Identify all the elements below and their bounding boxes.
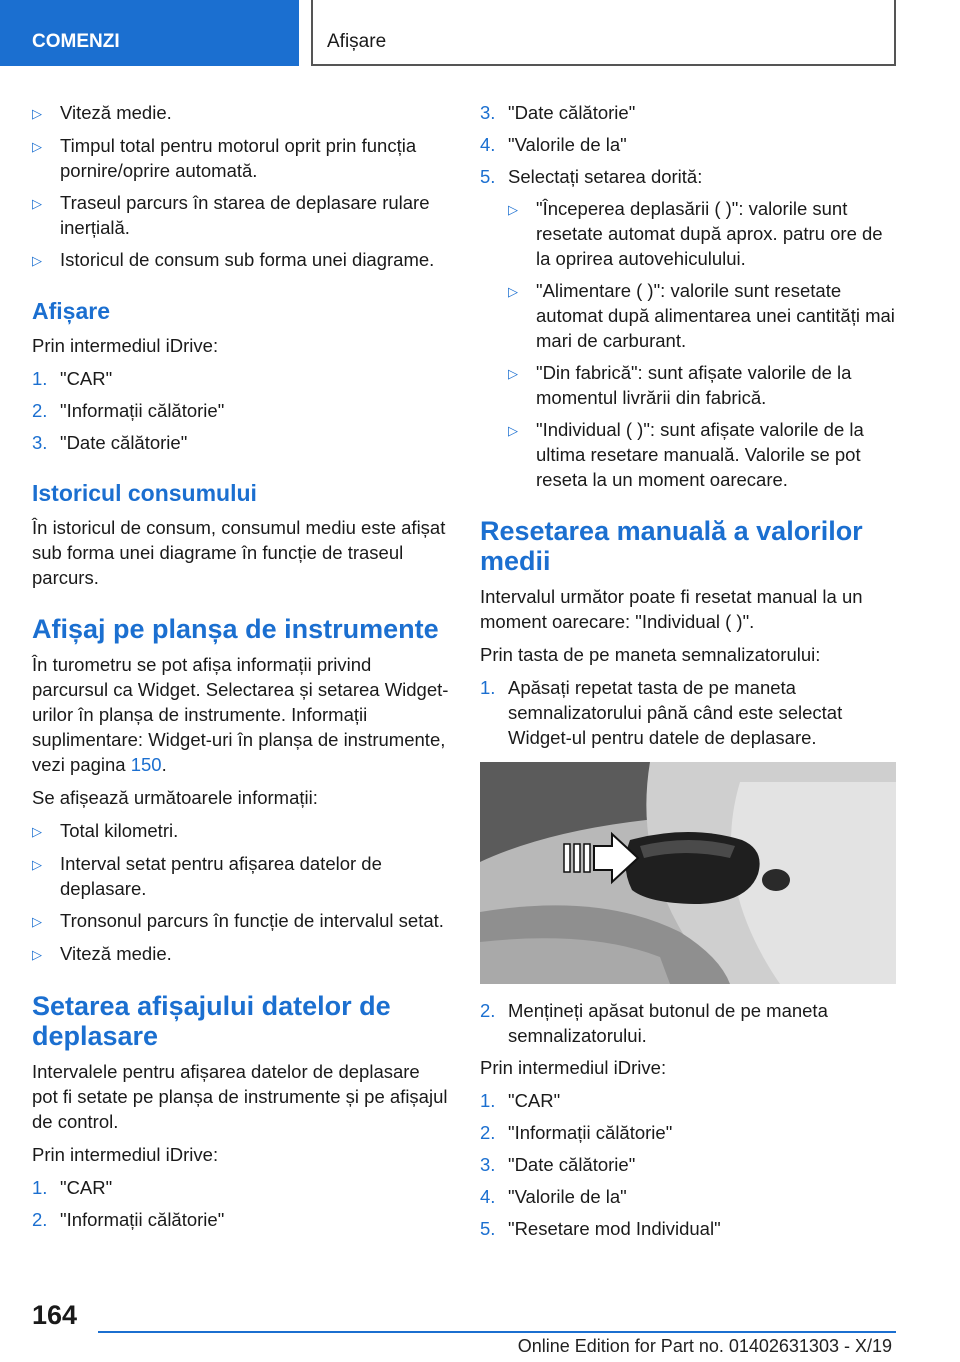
list-item: ▷ "Alimentare ( )": valorile sunt resetate automat după alimentarea unei cantități mai mari de carburant.: [508, 280, 895, 351]
list-item: ▷ Traseul parcurs în starea de deplasare rulare inerțială.: [32, 192, 430, 238]
triangle-bullet-icon: ▷: [508, 366, 518, 381]
step-item: 1. Apăsați repetat tasta de pe maneta semnalizatorului până când este selectat Widget-ul pentru datele de deplasare.: [480, 677, 843, 748]
paragraph: Prin intermediul iDrive:: [32, 335, 219, 356]
heading-istoric: Istoricul consumului: [32, 480, 257, 506]
triangle-bullet-icon: ▷: [32, 196, 42, 211]
list-item: ▷ "Începerea deplasării ( )": valorile sunt resetate automat după aprox. patru ore de la oprirea autovehiculului.: [508, 198, 883, 269]
turn-signal-stalk-illustration: [480, 762, 896, 984]
step-item: 2. "Informații călătorie": [480, 1122, 673, 1143]
topic-tab: Afișare: [311, 0, 896, 66]
triangle-bullet-icon: ▷: [508, 423, 518, 438]
page-link[interactable]: 150: [130, 754, 162, 775]
triangle-bullet-icon: ▷: [32, 106, 42, 121]
triangle-bullet-icon: ▷: [32, 824, 42, 839]
triangle-bullet-icon: ▷: [32, 947, 42, 962]
edition-note: Online Edition for Part no. 01402631303 - X/19: [517, 1336, 892, 1356]
footer-divider: [98, 1331, 896, 1333]
heading-plansa: Afișaj pe planșa de instrumente: [32, 614, 439, 644]
triangle-bullet-icon: ▷: [32, 253, 42, 268]
triangle-bullet-icon: ▷: [32, 139, 42, 154]
triangle-bullet-icon: ▷: [32, 914, 42, 929]
list-item: ▷ Timpul total pentru motorul oprit prin funcția pornire/oprire automată.: [32, 135, 417, 181]
step-item: 2. Mențineți apăsat butonul de pe maneta semnalizatorului.: [480, 1000, 828, 1046]
step-item: 5. "Resetare mod Individual": [480, 1218, 721, 1239]
page-number: 164: [32, 1300, 78, 1330]
step-item: 3. "Date călătorie": [480, 1154, 636, 1175]
step-item: 2. "Informații călătorie": [32, 400, 225, 421]
heading-reset: Resetarea manuală a valorilor medii: [480, 516, 863, 576]
list-item: ▷ Tronsonul parcurs în funcție de intervalul setat.: [32, 908, 450, 934]
list-item: ▷ "Individual ( )": sunt afișate valorile de la ultima resetare manuală. Valorile se pot reseta la un moment oarecare.: [508, 419, 864, 490]
paragraph: Prin intermediul iDrive:: [480, 1057, 667, 1078]
stalk-drawing: [480, 762, 896, 984]
paragraph: În istoricul de consum, consumul mediu este afișat sub forma unei diagrame în funcție de traseul parcurs.: [32, 517, 446, 588]
list-item: ▷ Viteză medie.: [32, 941, 450, 967]
paragraph: Intervalele pentru afișarea datelor de deplasare pot fi setate pe planșa de instrumente și pe afișajul de control.: [32, 1061, 448, 1132]
left-column: [32, 100, 450, 1239]
paragraph: Prin intermediul iDrive:: [32, 1144, 219, 1165]
step-item: 5. Selectați setarea dorită:: [480, 166, 703, 187]
list-item: ▷ Istoricul de consum sub forma unei diagrame.: [32, 247, 450, 273]
heading-afisare: Afișare: [32, 298, 110, 324]
step-item: 1. "CAR": [480, 1090, 561, 1111]
triangle-bullet-icon: ▷: [508, 202, 518, 217]
step-item: 1. "CAR": [32, 368, 113, 389]
step-item: 3. "Date călătorie": [480, 102, 636, 123]
paragraph: În turometru se pot afișa informații privind parcursul ca Widget. Selectarea și setarea Widget-urilor în planșa de instrumente. Informații suplimentare: Widget-uri în planșa de instrumente, vezi pagina 150.: [32, 654, 449, 775]
step-item: 2. "Informații călătorie": [32, 1209, 225, 1230]
list-item: ▷ Total kilometri.: [32, 818, 450, 844]
paragraph: Prin tasta de pe maneta semnalizatorului:: [480, 644, 821, 665]
triangle-bullet-icon: ▷: [508, 284, 518, 299]
heading-setare: Setarea afișajului datelor de deplasare: [32, 991, 391, 1051]
step-item: 3. "Date călătorie": [32, 432, 188, 453]
step-item: 1. "CAR": [32, 1177, 113, 1198]
paragraph: Se afișează următoarele informații:: [32, 787, 318, 808]
section-tab: COMENZI: [0, 0, 299, 66]
step-item: 4. "Valorile de la": [480, 134, 627, 155]
list-item: ▷ Viteză medie.: [32, 100, 450, 126]
step-item: 4. "Valorile de la": [480, 1186, 627, 1207]
right-column: [480, 100, 898, 1248]
list-item: ▷ Interval setat pentru afișarea datelor de deplasare.: [32, 853, 382, 899]
triangle-bullet-icon: ▷: [32, 857, 42, 872]
list-item: ▷ "Din fabrică": sunt afișate valorile de la momentul livrării din fabrică.: [508, 362, 852, 408]
paragraph: Intervalul următor poate fi resetat manual la un moment oarecare: "Individual ( )".: [480, 586, 863, 632]
